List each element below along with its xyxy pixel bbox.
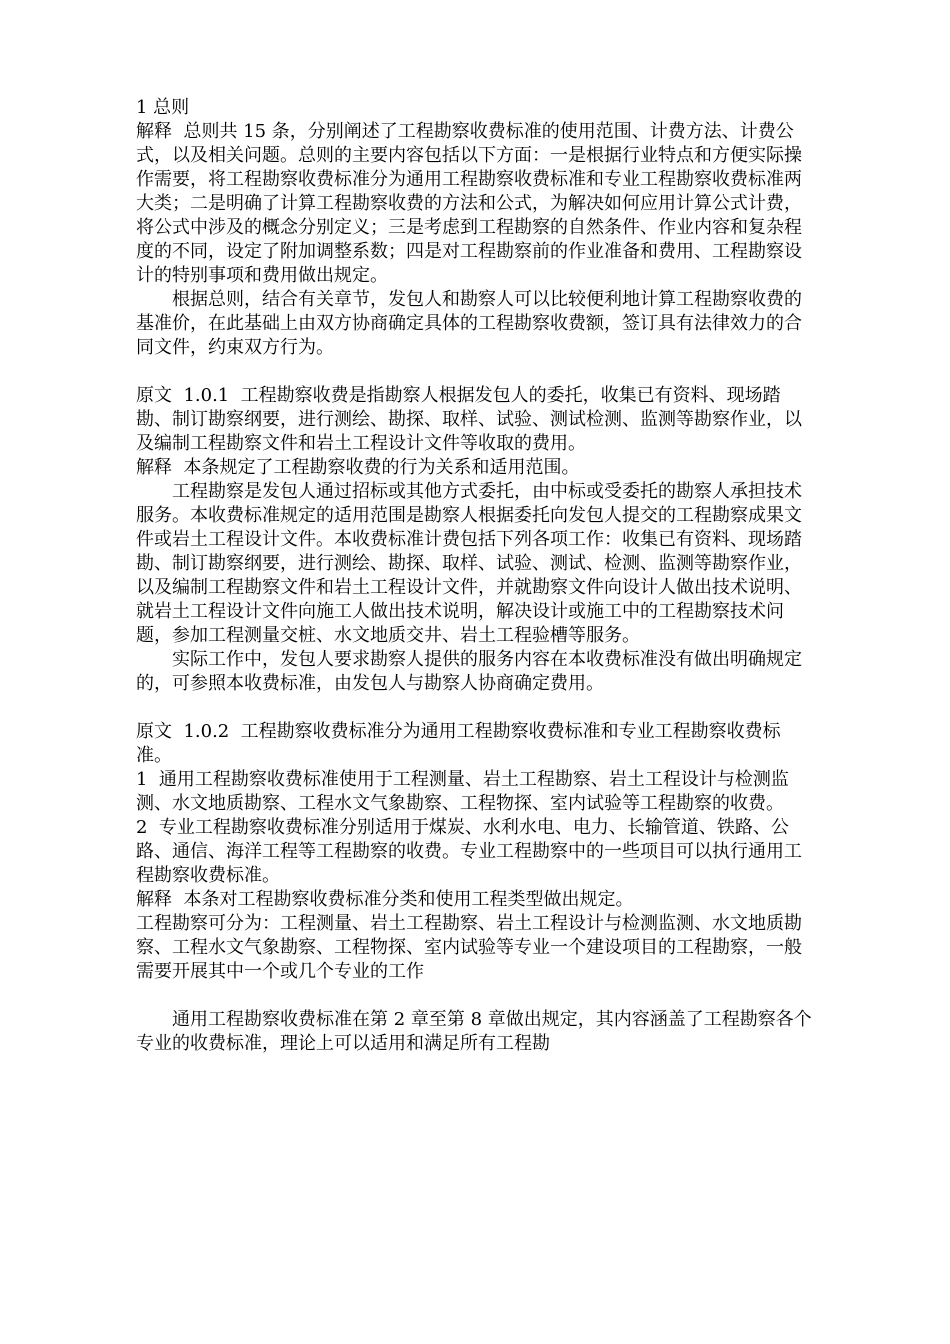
document-page [136,96,816,1056]
section-title: 1 总则 [136,97,190,118]
list-item: 2 专业工程勘察收费标准分别适用于煤炭、水利水电、电力、长输管道、铁路、公路、通信、海洋工程等工程勘察的收费。专业工程勘察中的一些项目可以执行通用工程勘察收费标准。 [136,817,802,886]
paragraph: 根据总则，结合有关章节，发包人和勘察人可以比较便利地计算工程勘察收费的基准价，在此基础上由双方协商确定具体的工程勘察收费额，签订具有法律效力的合同文件，约束双方行为。 [136,289,802,358]
paragraph: 实际工作中，发包人要求勘察人提供的服务内容在本收费标准没有做出明确规定的，可参照本收费标准，由发包人与勘察人协商确定费用。 [136,649,802,694]
paragraph: 工程勘察是发包人通过招标或其他方式委托，由中标或受委托的勘察人承担技术服务。本收费标准规定的适用范围是勘察人根据委托向发包人提交的工程勘察成果文件或岩土工程设计文件。本收费标准计费包括下列各项工作：收集已有资料、现场踏勘、制订勘察纲要，进行测绘、勘探、取样、试验、测试、检测、监测等勘察作业，以及编制工程勘察文件和岩土工程设计文件，并就勘察文件向设计人做出技术说明、就岩土工程设计文件向施工人做出技术说明，解决设计或施工中的工程勘察技术问题，参加工程测量交桩、水文地质交井、岩土工程验槽等服务。 [136,481,802,646]
paragraph: 原文 1.0.2 工程勘察收费标准分为通用工程勘察收费标准和专业工程勘察收费标准。 [136,721,781,766]
paragraph: 原文 1.0.1 工程勘察收费是指勘察人根据发包人的委托，收集已有资料、现场踏勘、制订勘察纲要，进行测绘、勘探、取样、试验、测试检测、监测等勘察作业，以及编制工程勘察文件和岩土工程设计文件等收取的费用。 [136,385,802,454]
paragraph-gap [136,360,816,384]
paragraph-gap [136,984,816,1008]
paragraph: 解释 本条对工程勘察收费标准分类和使用工程类型做出规定。 [136,889,634,910]
paragraph: 工程勘察可分为：工程测量、岩土工程勘察、岩土工程设计与检测监测、水文地质勘察、工程水文气象勘察、工程物探、室内试验等专业一个建设项目的工程勘察，一般需要开展其中一个或几个专业的工作 [136,913,802,982]
paragraph: 解释 本条规定了工程勘察收费的行为关系和适用范围。 [136,457,580,478]
paragraph: 解释 总则共 15 条，分别阐述了工程勘察收费标准的使用范围、计费方法、计费公式，以及相关问题。总则的主要内容包括以下方面：一是根据行业特点和方便实际操作需要，将工程勘察收费标准分为通用工程勘察收费标准和专业工程勘察收费标准两大类；二是明确了计算工程勘察收费的方法和公式，为解决如何应用计算公式计费，将公式中涉及的概念分别定义；三是考虑到工程勘察的自然条件、作业内容和复杂程度的不同，设定了附加调整系数；四是对工程勘察前的作业准备和费用、工程勘察设计的特别事项和费用做出规定。 [136,121,802,286]
list-item: 1 通用工程勘察收费标准使用于工程测量、岩土工程勘察、岩土工程设计与检测监测、水文地质勘察、工程水文气象勘察、工程物探、室内试验等工程勘察的收费。 [136,769,789,814]
paragraph-gap [136,696,816,720]
paragraph: 通用工程勘察收费标准在第 2 章至第 8 章做出规定，其内容涵盖了工程勘察各个专业的收费标准，理论上可以适用和满足所有工程勘 [136,1009,812,1054]
